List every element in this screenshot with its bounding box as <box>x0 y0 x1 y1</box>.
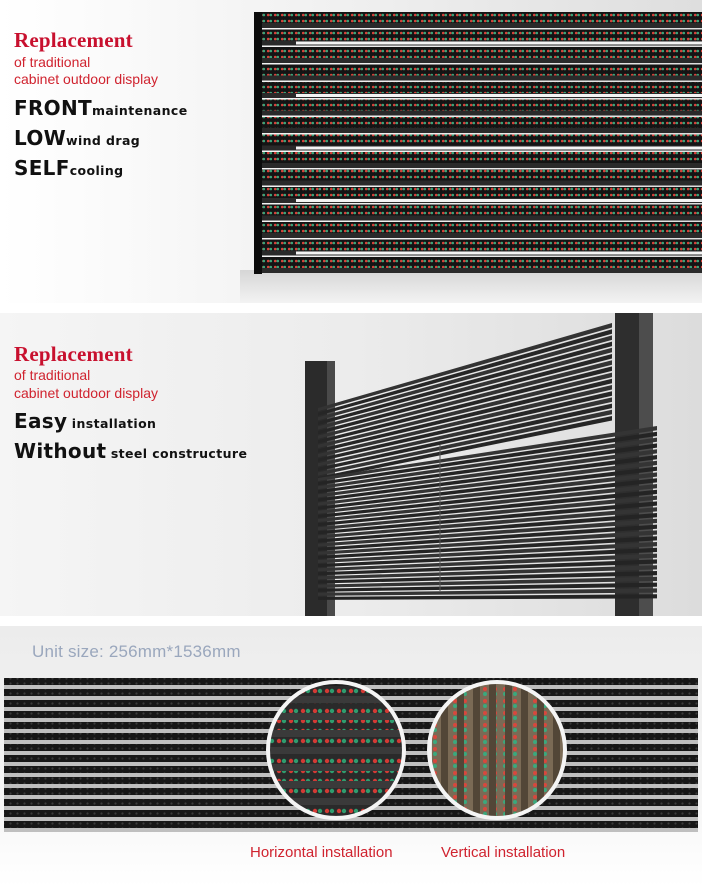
panel2-title: Replacement <box>14 342 133 366</box>
feature-big: LOW <box>14 126 66 150</box>
led-strip <box>262 240 702 251</box>
feature-low-wind-drag <box>14 126 140 150</box>
feature-self-cooling <box>14 156 124 180</box>
led-strip <box>256 117 702 128</box>
led-strip <box>262 30 702 41</box>
feature-small: installation <box>71 416 157 431</box>
led-strip <box>262 100 702 111</box>
feature-small: cooling <box>69 163 124 178</box>
feature-without-steel <box>14 439 247 463</box>
panel-front-maintenance <box>0 0 702 303</box>
led-strip <box>262 205 702 216</box>
panel2-subtitle-line1: of traditional <box>14 367 91 383</box>
led-strip <box>256 257 702 268</box>
unit-size-label: Unit size: 256mm*1536mm <box>32 642 241 661</box>
panel2-subtitle-line2: cabinet outdoor display <box>14 385 158 401</box>
feature-easy-installation <box>14 409 156 433</box>
feature-small: steel constructure <box>110 446 248 461</box>
led-strip <box>256 187 702 198</box>
feature-big: FRONT <box>14 96 92 120</box>
led-strip <box>262 135 702 146</box>
panel-easy-installation <box>0 313 702 616</box>
feature-small: wind drag <box>66 133 141 148</box>
panel1-title: Replacement <box>14 28 133 52</box>
feature-small: maintenance <box>91 103 188 118</box>
caption-vertical-installation: Vertical installation <box>441 844 566 861</box>
feature-big: Without <box>14 439 107 463</box>
led-strip <box>262 65 702 76</box>
panel1-subtitle-line2: cabinet outdoor display <box>14 71 158 87</box>
led-strip <box>256 222 702 233</box>
panel-unit-size <box>0 626 702 887</box>
led-strip <box>256 47 702 58</box>
led-strip <box>256 152 702 163</box>
led-strip <box>262 170 702 181</box>
feature-big: SELF <box>14 156 70 180</box>
feature-big: Easy <box>14 409 68 433</box>
caption-horizontal-installation: Horizontal installation <box>250 844 393 861</box>
led-strip <box>256 82 702 93</box>
led-strip <box>4 821 698 828</box>
panel1-subtitle-line1: of traditional <box>14 54 91 70</box>
feature-front-maintenance <box>14 96 188 120</box>
led-strip <box>256 12 702 23</box>
